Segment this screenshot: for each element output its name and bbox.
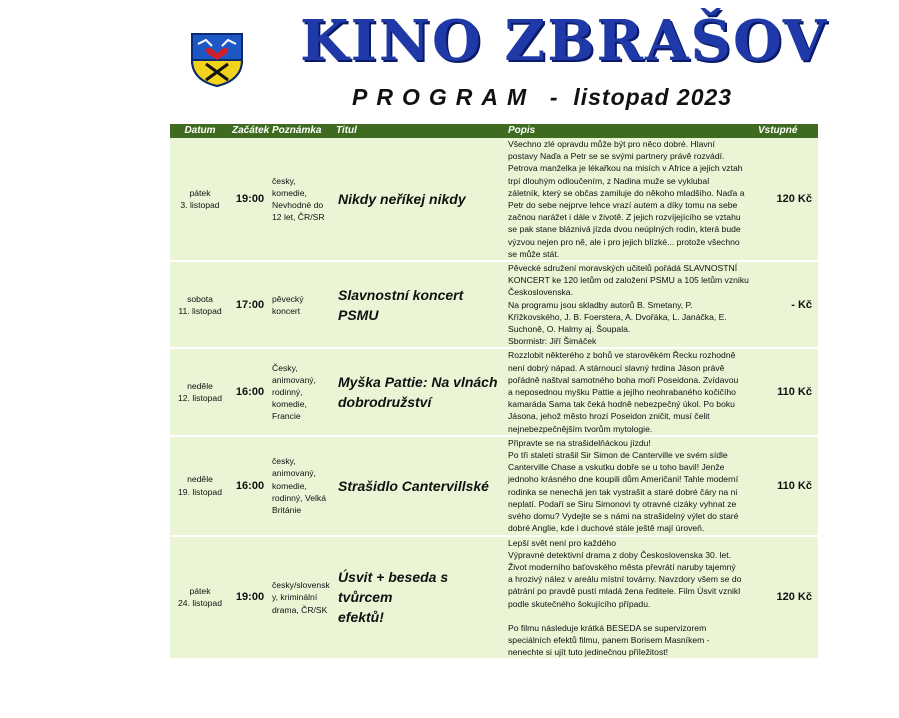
table-row	[170, 349, 818, 434]
movie-title	[334, 138, 506, 260]
description-line: Československa.	[508, 287, 573, 298]
table-row	[170, 437, 818, 535]
column-header-zacatek: Začátek	[230, 124, 270, 138]
price-cell: 110 Kč	[756, 437, 818, 535]
description-line: Suchoně, O. Halmy aj. Šoupala.	[508, 324, 631, 335]
table-row	[170, 537, 818, 659]
column-header-titul: Titul	[334, 124, 506, 138]
note-line: Francie	[272, 411, 301, 422]
description-line: Rozzlobit některého z bohů ve starověkém Řecku rozhodně	[508, 350, 736, 361]
column-header-poznamka: Poznámka	[270, 124, 334, 138]
description-line: pořádně naštval samotného boha moří Poseidona. Zvídavou	[508, 374, 739, 385]
start-time: 16:00	[230, 437, 270, 535]
table-header-row	[170, 124, 818, 138]
movie-title	[334, 537, 506, 659]
price-cell: - Kč	[756, 262, 818, 347]
column-header-datum: Datum	[170, 124, 230, 138]
coat-of-arms-logo	[188, 30, 246, 88]
description-line: výzvou nejen pro ně, ale i pro jejich blízké... protože všechno	[508, 236, 740, 247]
description-line: nejnebezpečnějším tvorům mytologie.	[508, 423, 653, 434]
date-value: 3. listopad	[180, 200, 220, 211]
movie-title	[334, 437, 506, 535]
description-line: Pěvecké sdružení moravských učitelů pořádá SLAVNOSTNÍ	[508, 263, 738, 274]
description-line: Připravte se na strašidelňáckou jízdu!	[508, 437, 651, 448]
title-line: dobrodružství	[338, 394, 432, 411]
date-cell	[170, 138, 230, 260]
description-line: podle skutečného šokujícího případu.	[508, 598, 651, 609]
description-line: KONCERT ke 120 letům od založení PSMU a 105 letům vzniku	[508, 275, 749, 286]
day-name: pátek	[189, 586, 211, 597]
description-line: jednoho krásného dne koupili dům Američani! Tahle moderní	[508, 474, 739, 485]
note-cell	[270, 537, 334, 659]
note-cell	[270, 437, 334, 535]
description-line: svého domu? Vydejte se s námi na strašidelný výlet do staré	[508, 511, 739, 522]
column-header-vstupne: Vstupné	[756, 124, 818, 138]
title-line: efektů!	[338, 609, 384, 626]
date-cell	[170, 537, 230, 659]
note-cell	[270, 138, 334, 260]
note-line: animovaný,	[272, 374, 316, 385]
description-line: nenechte si ujít tuto jedinečnou příležitost!	[508, 647, 669, 658]
description-line: Petr do sebe nejprve lehce vrazí autem a díky tomu na sebe	[508, 200, 738, 211]
note-cell	[270, 349, 334, 434]
note-line: 12 let, ČR/SR	[272, 212, 325, 223]
program-word: PROGRAM	[352, 84, 536, 110]
description-line: a neposednou myšku Pattie a jejího neohrabaného kočičího	[508, 387, 736, 398]
note-line: y, kriminální	[272, 592, 318, 603]
movie-title	[334, 349, 506, 434]
title-line: Slavnostní koncert PSMU	[338, 286, 464, 323]
description-line: Petrova manželka je lékařkou na misích v Africe a jejich vztah	[508, 163, 743, 174]
date-value: 11. listopad	[178, 305, 222, 316]
note-line: česky,	[272, 175, 296, 186]
description-cell	[506, 537, 756, 659]
description-line: postavy Naďa a Petr se se svými partnery právě rozvádí.	[508, 151, 725, 162]
title-line: Myška Pattie: Na vlnách	[338, 374, 498, 391]
note-cell	[270, 262, 334, 347]
day-name: pátek	[189, 187, 211, 198]
table-row	[170, 262, 818, 347]
day-name: sobota	[187, 293, 213, 304]
column-header-popis: Popis	[506, 124, 756, 138]
description-line: rodinka se nenechá jen tak vystrašit a staré dobré čáry na ni	[508, 486, 738, 497]
note-line: pěvecký	[272, 293, 304, 304]
date-value: 24. listopad	[178, 598, 222, 609]
program-month: listopad 2023	[573, 84, 733, 110]
note-line: komedie,	[272, 399, 307, 410]
note-line: animovaný,	[272, 468, 316, 479]
title-line: Strašidlo Cantervillské	[338, 477, 489, 494]
description-line: záletník, který se občas zamiluje do někoho mladšího. Naďa a	[508, 187, 745, 198]
description-line: Jásona, jehož město hrozí Poseidon zničit, musí čelit	[508, 411, 710, 422]
description-line: a hrozivý nález v areálu místní továrny. Navzdory všem se do	[508, 574, 742, 585]
description-line: Canterville Chase a vskutku dobře se u toho bavil! Jenže	[508, 462, 725, 473]
description-line: se může stát.	[508, 248, 560, 259]
description-line: Výpravné detektivní drama z doby Československa 30. let.	[508, 549, 732, 560]
note-line: drama, ČR/SK	[272, 604, 328, 615]
description-line: se pak stane bláznivá jízda dvou neúplných rodin, která bude	[508, 224, 741, 235]
description-line: pátrání po pravdě pustí mladá žena ředitele. Film Úsvit vznikl	[508, 586, 741, 597]
description-line: neplatí. Podaří se Siru Simonovi ty otravné cizáky vyhnat ze	[508, 498, 737, 509]
movie-title	[334, 262, 506, 347]
title-line: Úsvit + beseda s tvůrcem	[338, 569, 449, 606]
description-line: není dobrý nápad. A stárnoucí slavný hrdina Jáson právě	[508, 362, 725, 373]
description-line: Lepší svět není pro každého	[508, 537, 616, 548]
note-line: koncert	[272, 305, 301, 316]
description-cell	[506, 138, 756, 260]
description-line: Po filmu následuje krátká BESEDA se supervizorem	[508, 622, 707, 633]
date-cell	[170, 437, 230, 535]
day-name: neděle	[187, 380, 213, 391]
date-cell	[170, 349, 230, 434]
description-line: speciálních efektů filmu, panem Borisem Masníkem -	[508, 634, 710, 645]
start-time: 16:00	[230, 349, 270, 434]
description-cell	[506, 262, 756, 347]
start-time: 19:00	[230, 537, 270, 659]
description-line: dobré Anglie, kde i duchové stále ještě mají úroveň.	[508, 523, 705, 534]
note-line: rodinný, Velká	[272, 492, 326, 503]
description-line: Život moderního baťovského města převrátí naruby tajemný	[508, 561, 736, 572]
description-cell	[506, 349, 756, 434]
note-line: rodinný,	[272, 387, 303, 398]
note-line: Nevhodné do	[272, 200, 324, 211]
description-line: Na programu jsou skladby autorů B. Smetany, P.	[508, 299, 693, 310]
note-line: komedie,	[272, 187, 307, 198]
title-line: Nikdy neříkej nikdy	[338, 191, 466, 208]
cinema-name: KINO ZBRAŠOV	[300, 8, 829, 74]
day-name: neděle	[187, 474, 213, 485]
date-cell	[170, 262, 230, 347]
description-line: Sbormistr: Jiří Šimáček	[508, 336, 597, 347]
date-value: 19. listopad	[178, 486, 222, 497]
price-cell: 110 Kč	[756, 349, 818, 434]
price-cell: 120 Kč	[756, 138, 818, 260]
description-line: Po tři staletí strašil Sir Simon de Canterville ve svém sídle	[508, 450, 728, 461]
start-time: 19:00	[230, 138, 270, 260]
note-line: Česky,	[272, 362, 298, 373]
description-line	[508, 610, 754, 622]
table-body	[170, 138, 818, 658]
program-separator: -	[549, 84, 559, 110]
note-line: česky,	[272, 456, 296, 467]
description-cell	[506, 437, 756, 535]
description-line: Křížkovského, J. B. Foerstera, A. Dvořáka, L. Janáčka, E.	[508, 311, 727, 322]
program-subtitle	[352, 84, 732, 111]
description-line: kamaráda Sama tak čeká hodně nebezpečný úkol. Po boku	[508, 399, 735, 410]
note-line: komedie,	[272, 480, 307, 491]
note-line: Británie	[272, 504, 302, 515]
description-line: začnou narážet i dále v životě. Z jejich rozvíjejícího se vztahu	[508, 212, 741, 223]
price-cell: 120 Kč	[756, 537, 818, 659]
date-value: 12. listopad	[178, 393, 222, 404]
description-line: trpí dlouhým odloučením, z Nadina muže se vyklubal	[508, 175, 710, 186]
table-row	[170, 138, 818, 260]
program-table	[170, 124, 818, 658]
start-time: 17:00	[230, 262, 270, 347]
description-line: Všechno zlé opravdu může být pro něco dobré. Hlavní	[508, 139, 715, 149]
note-line: česky/slovensk	[272, 580, 330, 591]
